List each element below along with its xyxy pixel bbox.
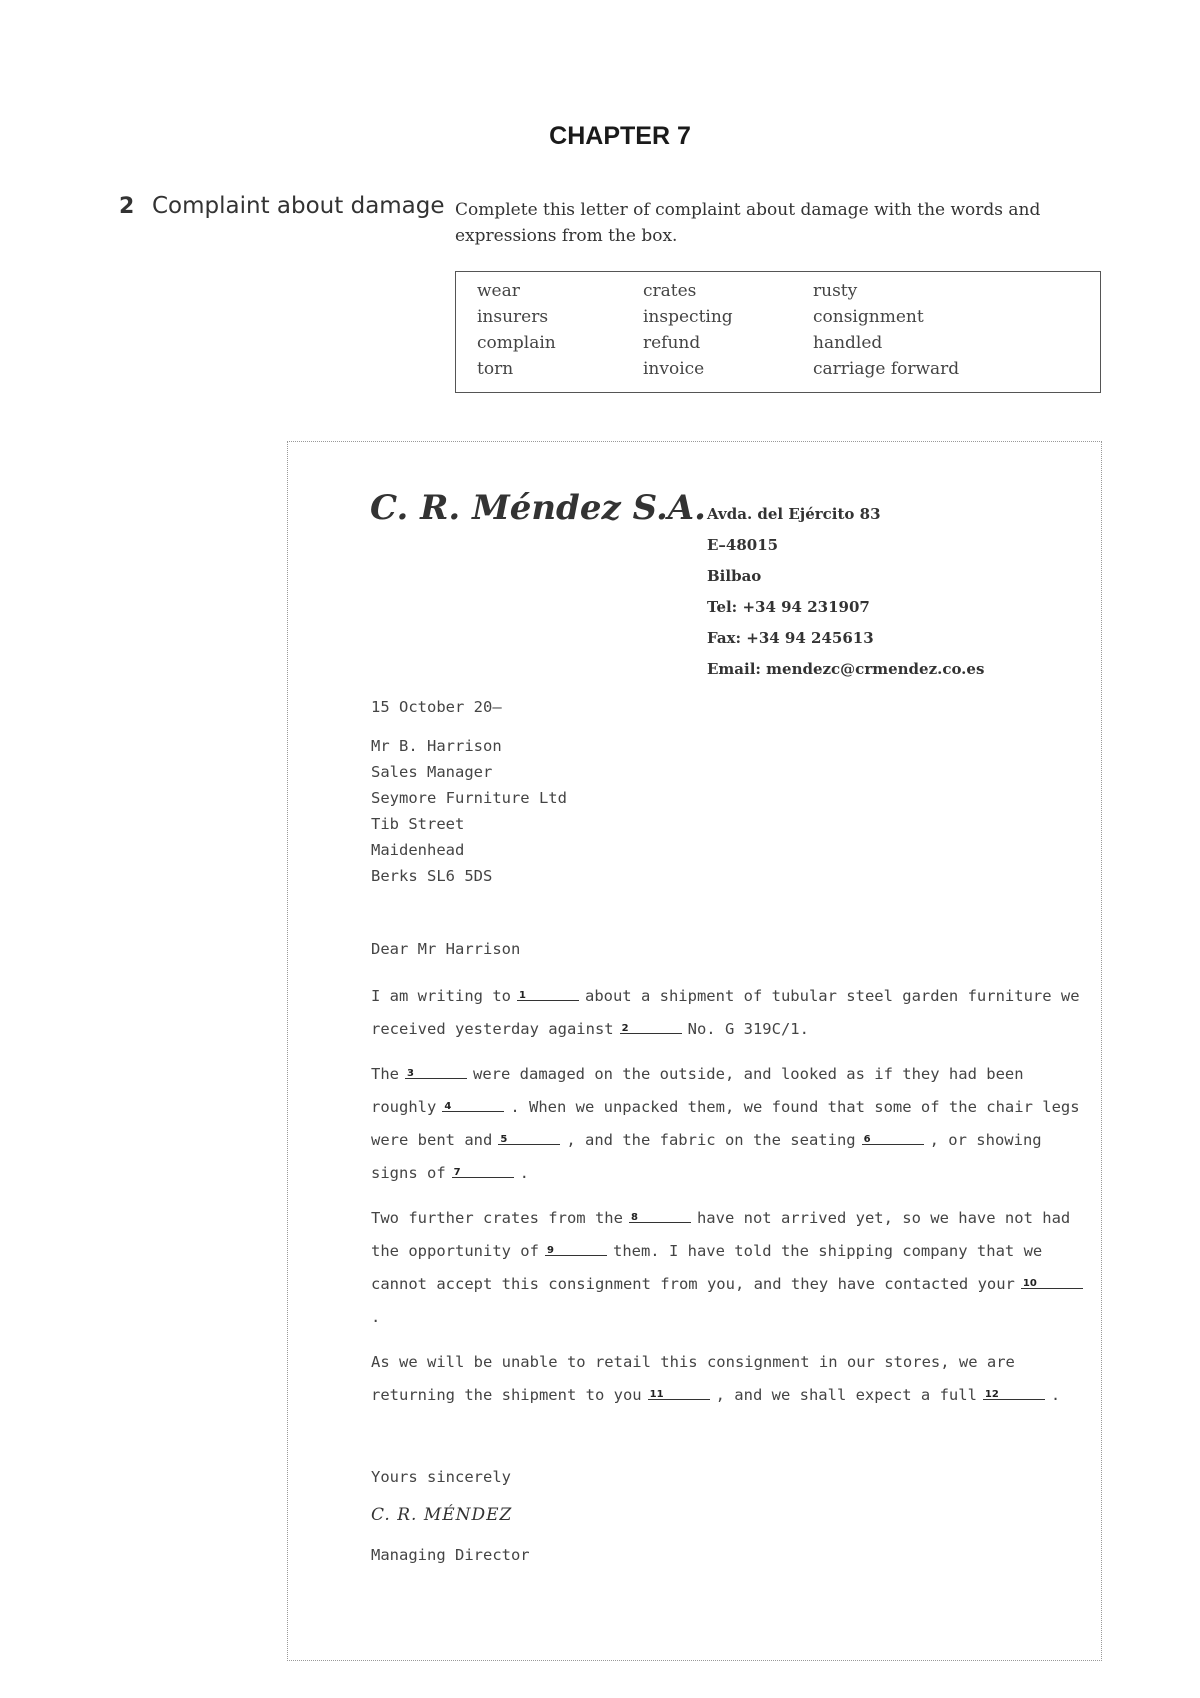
word-box-item: insurers	[477, 307, 549, 327]
exercise-title: Complaint about damage	[152, 193, 445, 219]
recipient-line: Tib Street	[371, 815, 465, 833]
word-box-item: inspecting	[643, 307, 733, 327]
gap-7: 7	[452, 1163, 514, 1178]
recipient-line: Seymore Furniture Ltd	[371, 789, 567, 807]
gap-8: 8	[629, 1208, 691, 1223]
word-box-item: carriage forward	[813, 359, 960, 379]
word-box	[455, 271, 1101, 393]
gap-5: 5	[498, 1130, 560, 1145]
company-postcode: E–48015	[707, 536, 779, 554]
recipient-line: Mr B. Harrison	[371, 737, 502, 755]
exercise-instructions: Complete this letter of complaint about damage with the words and expressions from the box.	[455, 200, 1041, 246]
company-address-line: Avda. del Ejército 83	[707, 505, 881, 523]
company-logo: C. R. Méndez S.A.	[370, 488, 706, 528]
letter-paragraph-3: Two further crates from the 8 have not arrived yet, so we have not had the opportunity of 9 them. I have told the shipping company that we cannot accept this consignment from you, and they have contacted your 10 .	[371, 1202, 1091, 1334]
letter-paragraph-1: I am writing to 1 about a shipment of tubular steel garden furniture we received yesterday against 2 No. G 319C/1.	[371, 987, 1080, 1038]
gap-2: 2	[620, 1019, 682, 1034]
exercise-number: 2	[119, 194, 135, 219]
word-box-item: consignment	[813, 307, 924, 327]
gap-1: 1	[517, 986, 579, 1001]
gap-3: 3	[405, 1064, 467, 1079]
word-box-item: invoice	[643, 359, 705, 379]
letter-closing: Yours sincerely	[371, 1468, 511, 1486]
word-box-item: refund	[643, 333, 701, 353]
recipient-line: Berks SL6 5DS	[371, 867, 493, 885]
signatory-title: Managing Director	[371, 1546, 530, 1564]
word-box-item: complain	[477, 333, 556, 353]
gap-6: 6	[862, 1130, 924, 1145]
signature: C. R. MÉNDEZ	[371, 1505, 513, 1525]
letter-date: 15 October 20—	[371, 698, 502, 716]
company-tel: Tel: +34 94 231907	[707, 598, 870, 616]
word-box-item: torn	[477, 359, 514, 379]
gap-11: 11	[648, 1385, 710, 1400]
word-box-item: crates	[643, 281, 697, 301]
letter-paragraph-2: The 3 were damaged on the outside, and looked as if they had been roughly 4 . When we unpacked them, we found that some of the chair legs were bent and 5 , and the fabric on the seating 6 , or showing signs of 7 .	[371, 1065, 1080, 1182]
word-box-item: handled	[813, 333, 883, 353]
gap-10: 10	[1021, 1274, 1083, 1289]
word-box-item: wear	[477, 281, 520, 301]
chapter-heading: CHAPTER 7	[549, 122, 691, 150]
letter-paragraph-4: As we will be unable to retail this consignment in our stores, we are returning the shipment to you 11 , and we shall expect a full 12 .	[371, 1353, 1061, 1404]
word-box-item: rusty	[813, 281, 858, 301]
gap-9: 9	[545, 1241, 607, 1256]
recipient-line: Sales Manager	[371, 763, 493, 781]
company-email: Email: mendezc@crmendez.co.es	[707, 660, 985, 678]
gap-4: 4	[442, 1097, 504, 1112]
recipient-line: Maidenhead	[371, 841, 465, 859]
letter-salutation: Dear Mr Harrison	[371, 940, 521, 958]
gap-12: 12	[983, 1385, 1045, 1400]
company-city: Bilbao	[707, 567, 762, 585]
company-fax: Fax: +34 94 245613	[707, 629, 874, 647]
